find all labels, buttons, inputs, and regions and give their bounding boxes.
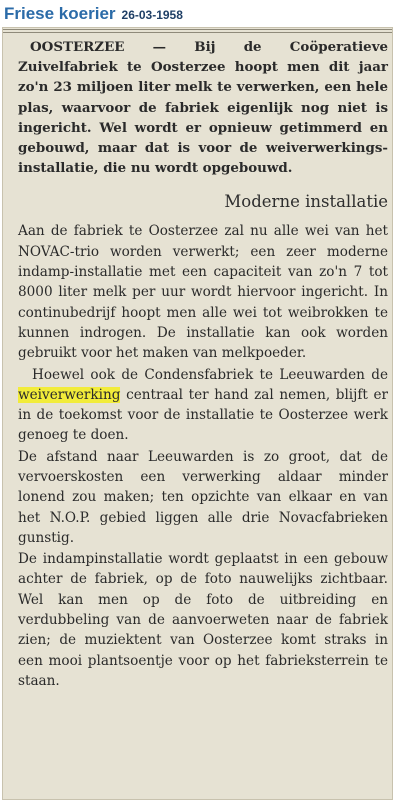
top-rule <box>3 29 392 30</box>
publication-date: 26-03-1958 <box>121 8 183 22</box>
article-lead: OOSTERZEE — Bij de Coöperatieve Zuivelfabriek te Oosterzee hoopt men dit jaar zo'n 23 miljoen liter melk te verwerken, een hele plas, waarvoor de fabriek eigenlijk nog niet is ingericht. Wel wordt er opnieuw getimmerd en gebouwd, maar dat is voor de weiverwerkings-installatie, die nu wordt opgebouwd. <box>18 39 388 177</box>
newspaper-name: Friese koerier <box>4 4 116 23</box>
article-subheading: Moderne installatie <box>224 192 388 212</box>
newspaper-clipping <box>2 27 393 800</box>
article-paragraph-4: De indampinstallatie wordt geplaatst in een gebouw achter de fabriek, op de foto nauwelijks zichtbaar. Wel kan men op de foto de uitbreiding en verdubbeling van de aanvoerweten naar de fabriek zien; de muziektent van Oosterzee komt straks in een mooi plantsoentje voor op het fabrieksterrein te staan. <box>18 551 388 689</box>
paragraph-2-before: Hoewel ook de Condensfabriek te Leeuwarden de <box>32 366 388 383</box>
highlighted-term: weiverwerking <box>18 386 121 403</box>
top-rule-inner <box>3 32 392 33</box>
article-paragraph-1: Aan de fabriek te Oosterzee zal nu alle wei van het NOVAC-trio worden verwerkt; een zeer moderne indamp-installatie met een capaciteit van zo'n 7 tot 8000 liter melk per uur wordt hiervoor ingericht. In continubedrijf hoopt men alle wei tot weibrokken te kunnen indrogen. De installatie kan ook worden gebruikt voor het maken van melkpoeder. <box>18 223 388 362</box>
article-paragraph-3: De afstand naar Leeuwarden is zo groot, dat de vervoerskosten een verwerking aldaar minder lonend zou maken; ten opzichte van elkaar en van het N.O.P. gebied liggen alle drie Novacfabrieken gunstig. <box>18 448 388 546</box>
article-paragraph-2 <box>18 365 388 446</box>
article-column <box>18 37 388 691</box>
clipping-header <box>4 4 183 26</box>
paragraph-2-after: centraal ter hand zal nemen, blijft er in de toekomst voor de installatie te Oosterzee werk genoeg te doen. <box>18 386 388 444</box>
